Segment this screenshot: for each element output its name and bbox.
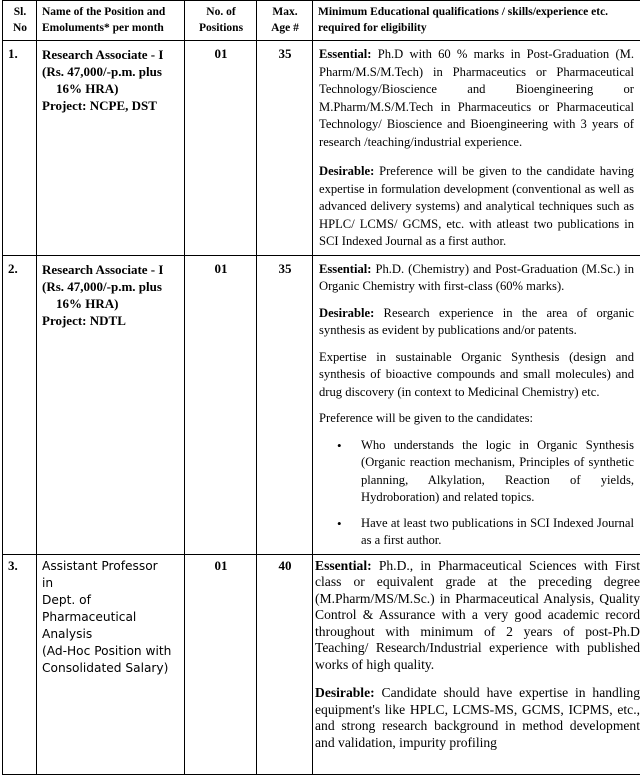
position-title-line: Dept. of bbox=[42, 592, 180, 609]
qualification-cell bbox=[313, 554, 640, 774]
max-age: 35 bbox=[257, 41, 313, 256]
table-header-row bbox=[3, 1, 640, 41]
essential-label: Essential: bbox=[319, 262, 371, 276]
position-title-line: in bbox=[42, 575, 180, 592]
position-hra: 16% HRA) bbox=[42, 80, 180, 97]
desirable-text: Preference will be given to the candidate having expertise in formulation development (conventional as well as advanced delivery systems) and analytical techniques such as HPLC/ LCMS/ GCMS, etc. with atleast two publications in SCI Indexed Journal as a first author. bbox=[319, 164, 634, 248]
position-title: Research Associate - I bbox=[42, 47, 163, 62]
position-cell bbox=[37, 255, 185, 554]
recruitment-table bbox=[2, 0, 640, 775]
qualification-cell bbox=[313, 41, 640, 256]
preference-text: Preference will be given to the candidates: bbox=[319, 410, 634, 428]
header-max-age: Max. Age # bbox=[257, 1, 313, 41]
position-title: Research Associate - I bbox=[42, 262, 163, 277]
position-title-line: Pharmaceutical bbox=[42, 609, 180, 626]
position-pay: (Rs. 47,000/-p.m. plus bbox=[42, 279, 162, 294]
essential-text: Ph.D., in Pharmaceutical Sciences with First class or equivalent grade at the preceding degree (M.Pharm/MS/M.Sc.) in Pharmaceutical Analysis, Quality Control & Assurance with a very good academic record throughout with minimum of 2 years of post-Ph.D Teaching/ Research/Industrial experience with published works of high quality. bbox=[315, 558, 640, 672]
positions-count: 01 bbox=[185, 255, 257, 554]
row-sl-no: 3. bbox=[3, 554, 37, 774]
header-positions-count: No. of Positions bbox=[185, 1, 257, 41]
max-age: 35 bbox=[257, 255, 313, 554]
desirable-label: Desirable: bbox=[315, 685, 375, 700]
position-title-line: Analysis bbox=[42, 626, 180, 643]
position-title-line: Assistant Professor bbox=[42, 558, 180, 575]
desirable-text: Candidate should have expertise in handling equipment's like HPLC, LCMS-MS, GCMS, ICPMS, etc., and strong research background in method development and validation, impurity profiling bbox=[315, 685, 640, 750]
list-item: • Who understands the logic in Organic Synthesis (Organic reaction mechanism, Principles of synthetic planning, Alkylation, Reaction of yields, Hydroboration) and related topics. bbox=[361, 437, 634, 507]
desirable-label: Desirable: bbox=[319, 306, 374, 320]
header-qualifications: Minimum Educational qualifications / skills/experience etc. required for eligibility bbox=[313, 1, 640, 41]
preference-list bbox=[319, 437, 634, 550]
list-item: • Have at least two publications in SCI Indexed Journal as a first author. bbox=[361, 515, 634, 550]
position-project: Project: NCPE, DST bbox=[42, 98, 157, 113]
position-project: Project: NDTL bbox=[42, 313, 126, 328]
position-title-line: (Ad-Hoc Position with bbox=[42, 643, 180, 660]
header-position: Name of the Position and Emoluments* per month bbox=[37, 1, 185, 41]
position-title-line: Consolidated Salary) bbox=[42, 660, 180, 677]
qualification-cell bbox=[313, 255, 640, 554]
essential-text: Ph.D with 60 % marks in Post-Graduation (M. Pharm/M.S/M.Tech) in Pharmaceutics or Pharmaceutical Technology/Bioscience and Bioengineering or M.Pharm/M.S/M.Tech in Pharmaceutics or Pharmaceutical Technology/ Bioscience and Bioengineering with 3 years of research /teaching/industrial experience. bbox=[319, 47, 634, 149]
table-row bbox=[3, 255, 640, 554]
header-sl-no: Sl. No bbox=[3, 1, 37, 41]
table-row bbox=[3, 41, 640, 256]
table-row bbox=[3, 554, 640, 774]
position-pay: (Rs. 47,000/-p.m. plus bbox=[42, 64, 162, 79]
positions-count: 01 bbox=[185, 554, 257, 774]
desirable-text: Research experience in the area of organic synthesis as evident by publications and/or patents. bbox=[319, 306, 634, 338]
positions-count: 01 bbox=[185, 41, 257, 256]
essential-label: Essential: bbox=[315, 558, 372, 573]
row-sl-no: 2. bbox=[3, 255, 37, 554]
desirable-label: Desirable: bbox=[319, 164, 374, 178]
max-age: 40 bbox=[257, 554, 313, 774]
position-cell bbox=[37, 554, 185, 774]
position-cell bbox=[37, 41, 185, 256]
expertise-text: Expertise in sustainable Organic Synthesis (design and synthesis of bioactive compounds and small molecules) and drug discovery (in context to Medicinal Chemistry) etc. bbox=[319, 349, 634, 402]
essential-label: Essential: bbox=[319, 47, 371, 61]
essential-text: Ph.D. (Chemistry) and Post-Graduation (M.Sc.) in Organic Chemistry with first-class (60% marks). bbox=[319, 262, 634, 294]
position-hra: 16% HRA) bbox=[42, 295, 180, 312]
row-sl-no: 1. bbox=[3, 41, 37, 256]
